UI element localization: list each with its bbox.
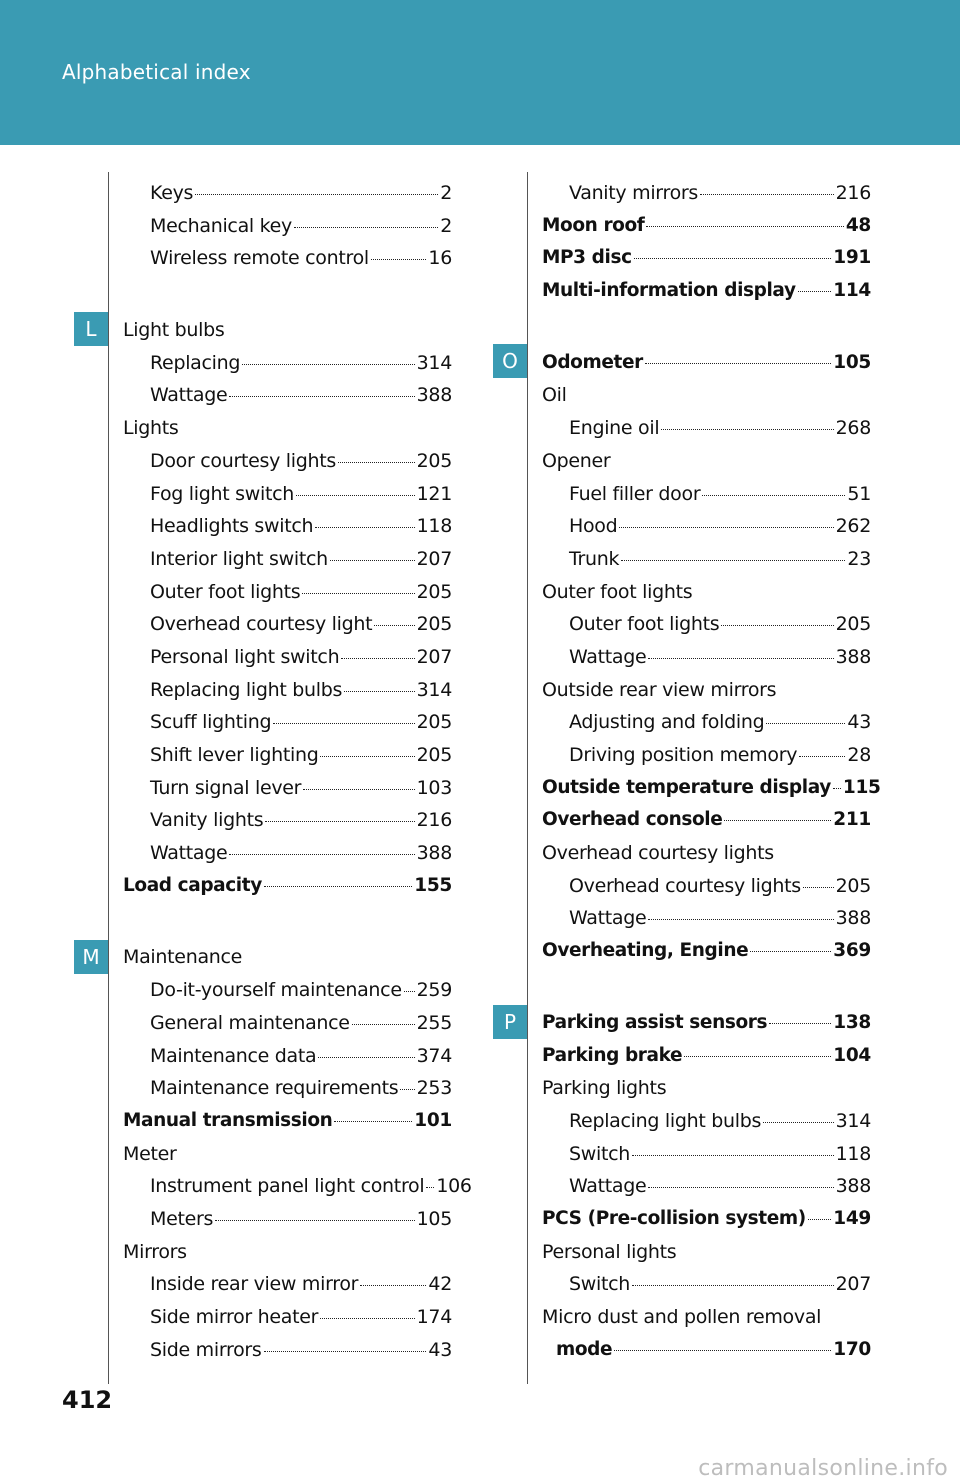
- index-entry[interactable]: Headlights switch 118: [150, 515, 452, 538]
- index-entry-main[interactable]: Outside temperature display 115: [542, 776, 881, 798]
- index-entry[interactable]: Interior light switch 207: [150, 547, 452, 570]
- index-entry[interactable]: General maintenance 255: [150, 1011, 452, 1034]
- index-entry-main[interactable]: Multi-information display 114: [542, 280, 871, 302]
- index-heading: Oil: [542, 384, 567, 407]
- index-entry[interactable]: Side mirrors 43: [150, 1338, 452, 1361]
- index-entry[interactable]: Driving position memory 28: [569, 744, 871, 766]
- index-entry[interactable]: Wattage 388: [150, 384, 452, 407]
- index-entry[interactable]: Replacing 314: [150, 351, 452, 374]
- section-tab-l[interactable]: L: [74, 312, 108, 346]
- index-entry[interactable]: Fog light switch 121: [150, 482, 452, 505]
- index-entry[interactable]: Vanity mirrors 216: [569, 182, 871, 204]
- index-heading: Meter: [123, 1142, 177, 1165]
- index-entry[interactable]: Turn signal lever 103: [150, 776, 452, 799]
- index-entry-main[interactable]: PCS (Pre-collision system) 149: [542, 1207, 871, 1229]
- index-heading: Opener: [542, 449, 611, 472]
- index-entry[interactable]: Door courtesy lights 205: [150, 449, 452, 472]
- index-entry[interactable]: Inside rear view mirror 42: [150, 1273, 452, 1296]
- watermark: carmanualsonline.info: [698, 1456, 948, 1481]
- index-heading: Personal lights: [542, 1240, 677, 1263]
- index-heading: Outer foot lights: [542, 580, 693, 603]
- right-column-rule: [527, 172, 528, 1384]
- index-entry[interactable]: Wattage 388: [150, 842, 452, 865]
- index-entry[interactable]: Keys 2: [150, 182, 452, 204]
- index-entry[interactable]: Wattage 388: [569, 645, 871, 668]
- page-number: 412: [62, 1386, 113, 1414]
- index-entry[interactable]: Outer foot lights 205: [569, 613, 871, 636]
- index-entry[interactable]: Meters 105: [150, 1207, 452, 1230]
- index-entry[interactable]: Replacing light bulbs 314: [150, 678, 452, 701]
- index-entry[interactable]: Replacing light bulbs 314: [569, 1109, 871, 1132]
- index-heading: Lights: [123, 417, 179, 440]
- index-entry[interactable]: Engine oil 268: [569, 417, 871, 440]
- index-entry[interactable]: Mechanical key 2: [150, 214, 452, 237]
- index-column-right: [542, 177, 881, 1366]
- index-entry-main[interactable]: Manual transmission 101: [123, 1109, 452, 1131]
- index-entry-main[interactable]: Parking assist sensors 138: [542, 1011, 871, 1033]
- index-entry-main[interactable]: Odometer 105: [542, 351, 871, 373]
- index-heading: Overhead courtesy lights: [542, 842, 774, 865]
- index-entry[interactable]: Adjusting and folding 43: [569, 711, 871, 734]
- index-heading: Light bulbs: [123, 319, 225, 342]
- index-entry[interactable]: Instrument panel light control 106: [150, 1175, 472, 1198]
- index-column-left: [123, 177, 472, 1366]
- index-entry[interactable]: Shift lever lighting 205: [150, 744, 452, 766]
- index-entry[interactable]: Overhead courtesy light 205: [150, 613, 452, 636]
- index-entry[interactable]: Maintenance requirements 253: [150, 1077, 452, 1100]
- index-entry-main[interactable]: Parking brake 104: [542, 1044, 871, 1066]
- index-entry[interactable]: Scuff lighting 205: [150, 711, 452, 734]
- index-entry[interactable]: Fuel filler door 51: [569, 482, 871, 505]
- index-entry[interactable]: Do-it-yourself maintenance 259: [150, 979, 452, 1002]
- index-entry[interactable]: Hood 262: [569, 515, 871, 538]
- index-heading: Micro dust and pollen removal: [542, 1306, 822, 1328]
- index-heading: Outside rear view mirrors: [542, 678, 777, 701]
- index-entry-main[interactable]: Overheating, Engine 369: [542, 940, 871, 962]
- index-entry[interactable]: Wireless remote control 16: [150, 247, 452, 270]
- index-entry-main[interactable]: MP3 disc 191: [542, 247, 871, 269]
- section-tab-m[interactable]: M: [74, 940, 108, 974]
- page-header: [0, 0, 960, 145]
- index-entry[interactable]: Trunk 23: [569, 547, 871, 570]
- index-entry-main[interactable]: Load capacity 155: [123, 874, 452, 896]
- section-tab-o[interactable]: O: [493, 344, 527, 378]
- index-entry-main[interactable]: Moon roof 48: [542, 214, 871, 236]
- index-entry[interactable]: Outer foot lights 205: [150, 580, 452, 603]
- section-tab-p[interactable]: P: [493, 1005, 527, 1039]
- header-title: Alphabetical index: [62, 60, 251, 84]
- left-column-rule: [108, 172, 109, 1384]
- index-entry[interactable]: Switch 207: [569, 1273, 871, 1296]
- index-entry[interactable]: Maintenance data 374: [150, 1044, 452, 1067]
- index-entry[interactable]: Vanity lights 216: [150, 809, 452, 832]
- index-heading: Parking lights: [542, 1077, 667, 1100]
- index-entry[interactable]: Personal light switch 207: [150, 645, 452, 668]
- index-entry[interactable]: Wattage 388: [569, 907, 871, 930]
- index-entry[interactable]: Overhead courtesy lights 205: [569, 874, 871, 897]
- index-entry[interactable]: Side mirror heater 174: [150, 1306, 452, 1328]
- index-heading: Maintenance: [123, 946, 243, 969]
- index-entry-main[interactable]: Overhead console 211: [542, 809, 871, 831]
- index-heading: Mirrors: [123, 1240, 187, 1263]
- index-entry[interactable]: Switch 118: [569, 1142, 871, 1165]
- index-entry-main[interactable]: mode 170: [556, 1338, 871, 1360]
- index-entry[interactable]: Wattage 388: [569, 1175, 871, 1198]
